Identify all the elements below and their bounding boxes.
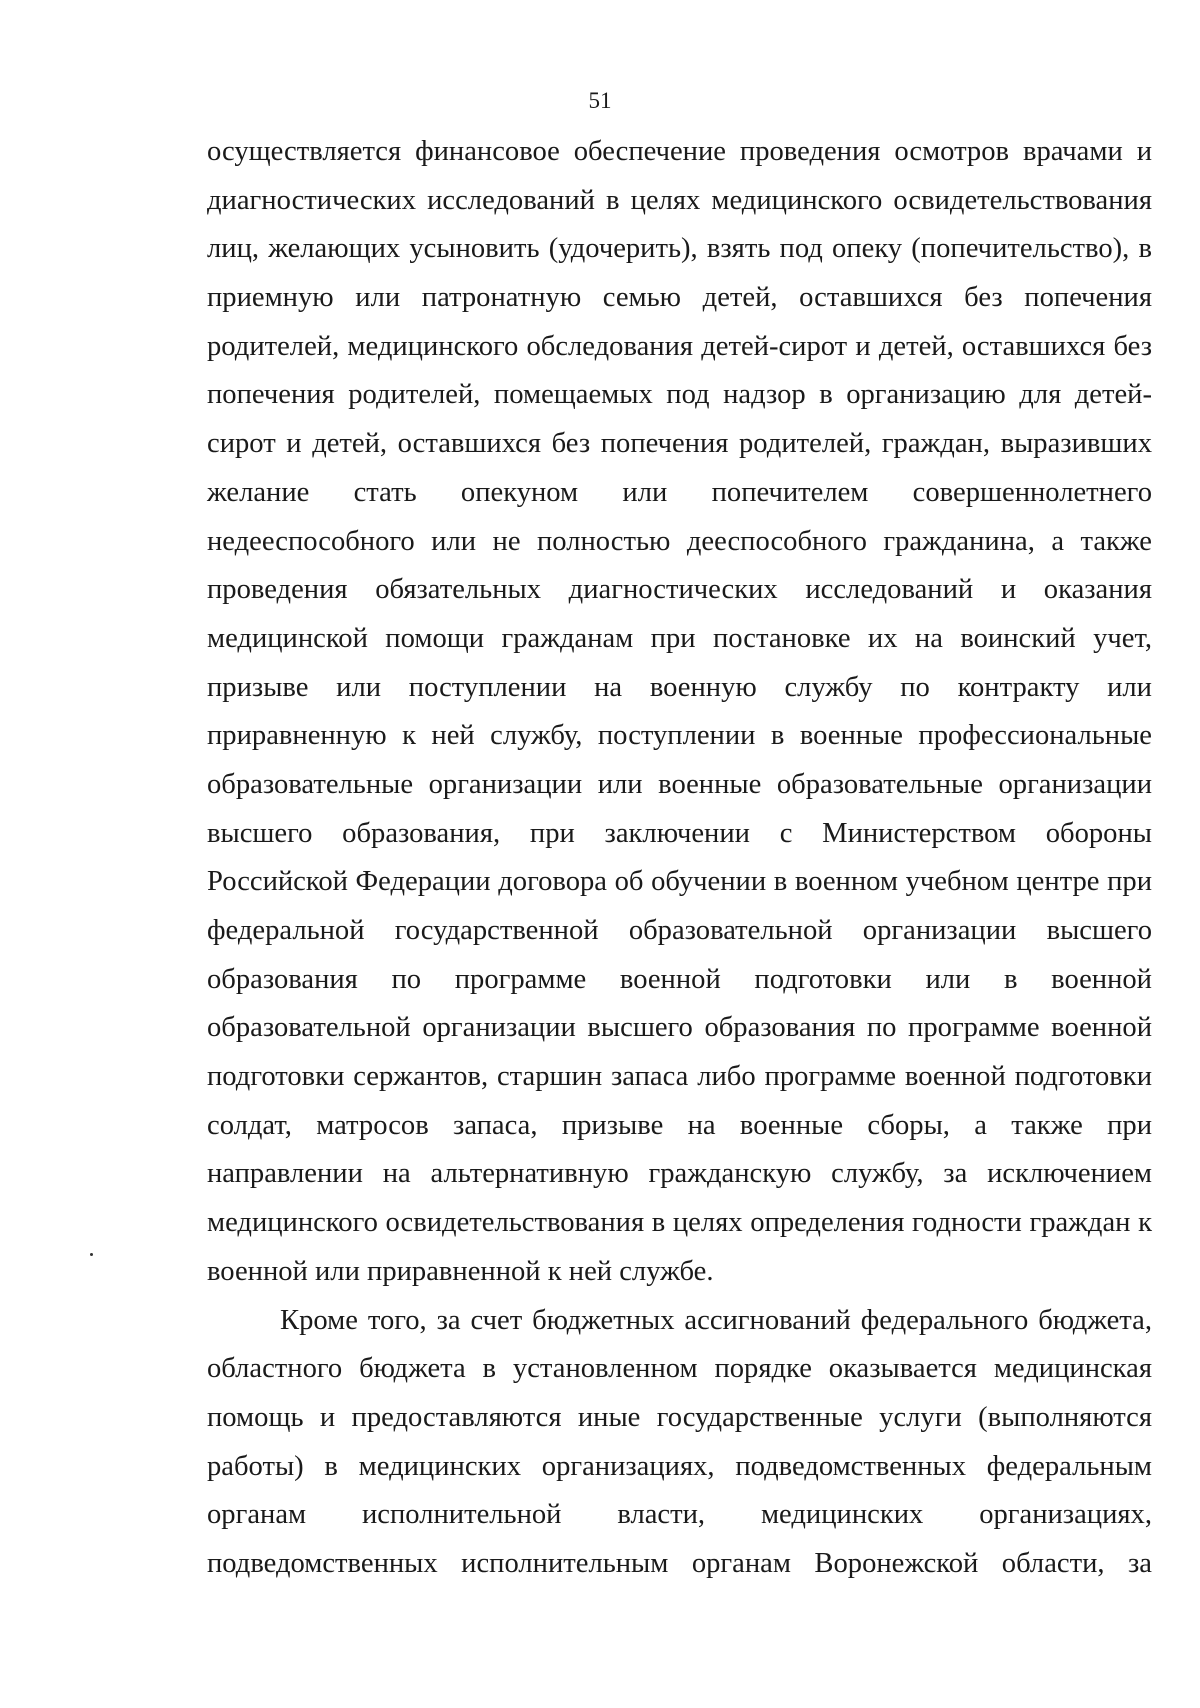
- text-line: образовательные организации или военные образовательные организации: [207, 768, 1152, 800]
- text-line: приемную или патронатную семью детей, оставшихся без попечения: [207, 282, 1152, 314]
- text-line: федеральной государственной образовательной организации высшего: [207, 915, 1152, 946]
- text-line: приравненную к ней службу, поступлении в военные профессиональные: [207, 720, 1152, 752]
- text-line: работы) в медицинских организациях, подведомственных федеральным: [207, 1450, 1152, 1482]
- text-line: военной или приравненной к ней службе.: [207, 1255, 714, 1287]
- page-number: 51: [588, 88, 612, 113]
- text-line: Российской Федерации договора об обучении в военном учебном центре при: [207, 866, 1152, 898]
- paragraph-2: [207, 1297, 1152, 1589]
- text-line: органам исполнительной власти, медицинских организациях,: [207, 1499, 1152, 1531]
- text-line: лиц, желающих усыновить (удочерить), взять под опеку (попечительство), в: [207, 233, 1152, 265]
- text-line: родителей, медицинского обследования детей-сирот и детей, оставшихся без: [207, 330, 1152, 362]
- text-line: подготовки сержантов, старшин запаса либо программе военной подготовки: [207, 1061, 1152, 1093]
- text-line: образовательной организации высшего образования по программе военной: [207, 1012, 1152, 1044]
- text-line: помощь и предоставляются иные государственные услуги (выполняются: [207, 1401, 1152, 1433]
- text-line: областного бюджета в установленном порядке оказывается медицинская: [207, 1353, 1152, 1385]
- text-line: диагностических исследований в целях медицинского освидетельствования: [207, 184, 1152, 216]
- text-line: Кроме того, за счет бюджетных ассигнований федерального бюджета,: [280, 1304, 1152, 1336]
- paragraph-1: [207, 128, 1152, 1297]
- text-line: образования по программе военной подготовки или в военной: [207, 963, 1152, 995]
- text-line: осуществляется финансовое обеспечение проведения осмотров врачами и: [207, 136, 1152, 167]
- text-line: медицинской помощи гражданам при постановке их на воинский учет,: [207, 622, 1152, 654]
- text-line: сирот и детей, оставшихся без попечения родителей, граждан, выразивших: [207, 428, 1152, 460]
- text-line: направлении на альтернативную гражданскую службу, за исключением: [207, 1158, 1152, 1190]
- text-line: высшего образования, при заключении с Министерством обороны: [207, 817, 1152, 849]
- text-line: призыве или поступлении на военную службу по контракту или: [207, 671, 1152, 703]
- text-line: медицинского освидетельствования в целях определения годности граждан к: [207, 1207, 1152, 1239]
- text-line: подведомственных исполнительным органам Воронежской области, за: [207, 1547, 1152, 1579]
- scan-dot: [90, 1253, 93, 1256]
- text-line: желание стать опекуном или попечителем совершеннолетнего: [207, 476, 1152, 508]
- body-text: [207, 128, 1152, 1589]
- text-line: недееспособного или не полностью дееспособного гражданина, а также: [207, 525, 1152, 557]
- text-line: попечения родителей, помещаемых под надзор в организацию для детей-: [207, 379, 1152, 411]
- text-line: проведения обязательных диагностических исследований и оказания: [207, 574, 1152, 606]
- text-line: солдат, матросов запаса, призыве на военные сборы, а также при: [207, 1109, 1152, 1141]
